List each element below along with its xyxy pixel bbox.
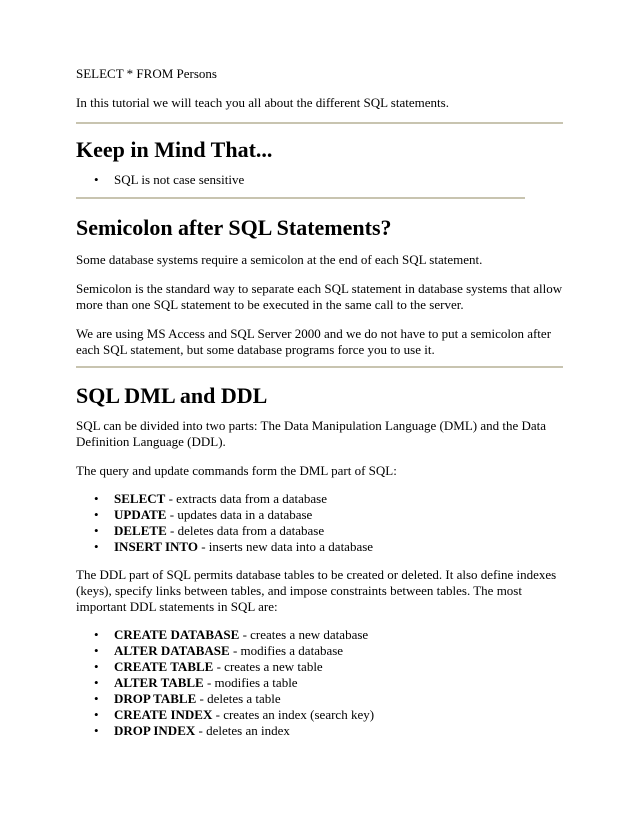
command-name: UPDATE — [114, 507, 167, 522]
command-desc: - creates a new table — [213, 659, 323, 674]
command-desc: - extracts data from a database — [165, 491, 328, 506]
ddl-command-list — [76, 627, 568, 739]
list-item — [114, 659, 568, 675]
list-item — [114, 675, 568, 691]
intro-query: SELECT * FROM Persons — [76, 66, 217, 81]
paragraph: The DDL part of SQL permits database tables to be created or deleted. It also define indexes (keys), specify links between tables, and impose constraints between tables. The most important DDL statements in SQL are: — [76, 567, 557, 614]
command-desc: - modifies a database — [229, 643, 344, 658]
list-item — [114, 507, 568, 523]
heading-keep-in-mind: Keep in Mind That... — [76, 137, 273, 162]
heading-dml-ddl: SQL DML and DDL — [76, 383, 268, 408]
section-divider — [76, 197, 525, 199]
list-item — [114, 627, 568, 643]
command-desc: - inserts new data into a database — [197, 539, 374, 554]
command-name: CREATE DATABASE — [114, 627, 240, 642]
command-name: DELETE — [114, 523, 167, 538]
command-name: DROP INDEX — [114, 723, 196, 738]
section-divider — [76, 366, 563, 368]
list-item — [114, 523, 568, 539]
command-name: INSERT INTO — [114, 539, 198, 554]
paragraph: Semicolon is the standard way to separate each SQL statement in database systems that allow more than one SQL statement to be executed in the same call to the server. — [76, 281, 563, 312]
keep-in-mind-list — [76, 172, 568, 188]
command-name: ALTER DATABASE — [114, 643, 230, 658]
list-item — [114, 491, 568, 507]
command-desc: - modifies a table — [203, 675, 298, 690]
command-name: DROP TABLE — [114, 691, 197, 706]
paragraph: The query and update commands form the DML part of SQL: — [76, 463, 397, 478]
paragraph: Some database systems require a semicolon at the end of each SQL statement. — [76, 252, 483, 267]
list-item — [114, 723, 568, 739]
command-desc: - creates an index (search key) — [212, 707, 375, 722]
command-name: ALTER TABLE — [114, 675, 204, 690]
command-desc: - deletes data from a database — [166, 523, 325, 538]
list-item: • SQL is not case sensitive — [114, 172, 568, 188]
command-desc: - deletes a table — [196, 691, 281, 706]
intro-text: In this tutorial we will teach you all about the different SQL statements. — [76, 95, 449, 110]
paragraph: SQL can be divided into two parts: The Data Manipulation Language (DML) and the Data Definition Language (DDL). — [76, 418, 547, 449]
command-desc: - creates a new database — [239, 627, 369, 642]
list-item — [114, 539, 568, 555]
command-desc: - updates data in a database — [166, 507, 313, 522]
document-content — [76, 66, 568, 739]
command-name: SELECT — [114, 491, 166, 506]
command-name: CREATE TABLE — [114, 659, 214, 674]
section-divider — [76, 122, 563, 124]
list-item — [114, 691, 568, 707]
list-item — [114, 707, 568, 723]
command-name: CREATE INDEX — [114, 707, 213, 722]
dml-command-list — [76, 491, 568, 555]
command-desc: - deletes an index — [195, 723, 290, 738]
heading-semicolon: Semicolon after SQL Statements? — [76, 215, 392, 240]
paragraph: We are using MS Access and SQL Server 2000 and we do not have to put a semicolon after each SQL statement, but some database programs force you to use it. — [76, 326, 552, 357]
list-item — [114, 643, 568, 659]
